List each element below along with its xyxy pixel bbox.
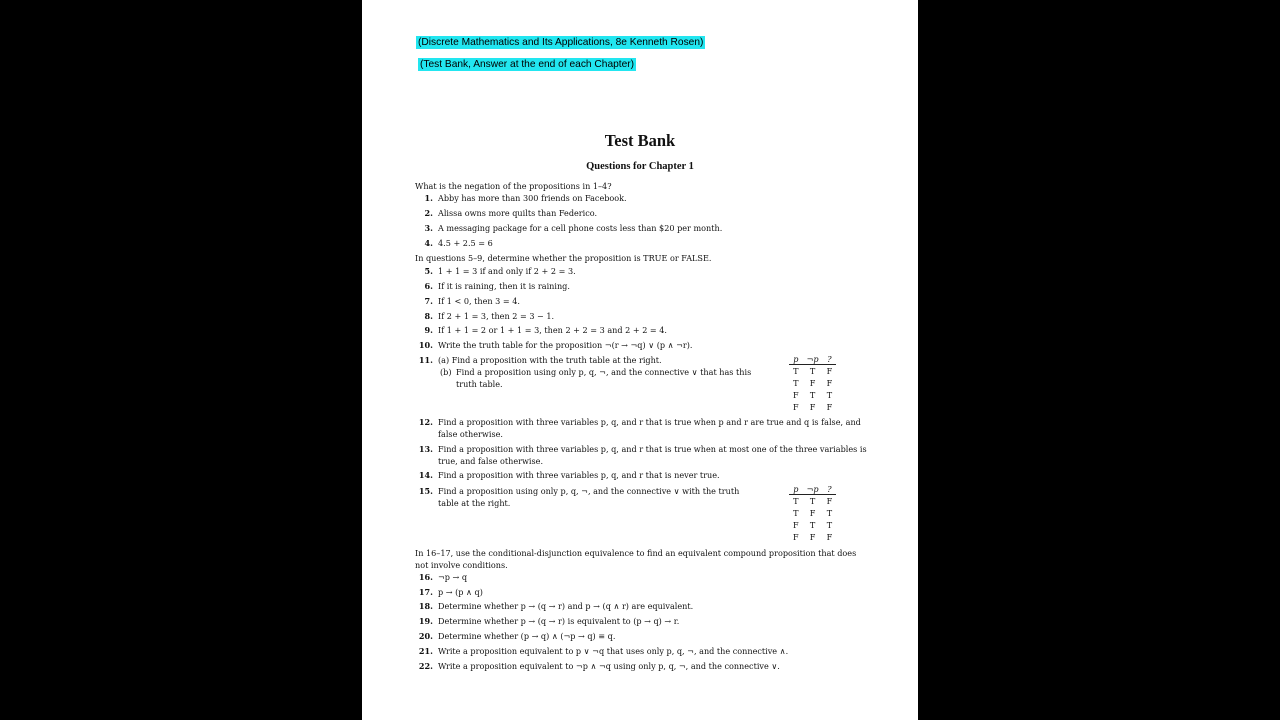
truth-table-cell: T bbox=[809, 496, 816, 506]
truth-table-cell: T bbox=[793, 508, 799, 518]
question-number: 11. bbox=[418, 355, 433, 365]
truth-table-cell: T bbox=[826, 508, 833, 518]
truth-table-cell: F bbox=[826, 366, 833, 376]
intro-text: In 16–17, use the conditional-disjunction equivalence to find an equivalent compound proposition that does not involve conditions. bbox=[415, 548, 857, 570]
question-number: 22. bbox=[418, 661, 433, 671]
truth-table-header: p bbox=[789, 484, 803, 495]
truth-table-cell: T bbox=[809, 390, 816, 400]
question-number: 20. bbox=[418, 631, 433, 641]
truth-table-row bbox=[789, 389, 836, 401]
question-text: Write a proposition equivalent to ¬p ∧ ¬q using only p, q, ¬, and the connective ∨. bbox=[438, 661, 780, 671]
truth-table-cell: F bbox=[793, 390, 799, 400]
truth-table-cell: T bbox=[826, 520, 833, 530]
page-subtitle: Questions for Chapter 1 bbox=[586, 161, 694, 172]
truth-table-cell: T bbox=[793, 366, 799, 376]
page-title: Test Bank bbox=[604, 131, 676, 150]
question-11-part-b: Find a proposition using only p, q, ¬, and the connective ∨ that has this truth table. bbox=[456, 367, 752, 389]
question-text: p → (p ∧ q) bbox=[438, 587, 483, 597]
question-number: 17. bbox=[418, 587, 433, 597]
question-number: 1. bbox=[424, 193, 433, 203]
question-text: Find a proposition with three variables p, q, and r that is never true. bbox=[438, 470, 720, 480]
truth-table-header: ? bbox=[823, 484, 837, 495]
truth-table-cell: T bbox=[809, 366, 816, 376]
question-number: 21. bbox=[418, 646, 433, 656]
question-number: 19. bbox=[418, 616, 433, 626]
truth-table-cell: T bbox=[809, 520, 816, 530]
question-15 bbox=[415, 485, 758, 509]
intro-true-false: In questions 5–9, determine whether the proposition is TRUE or FALSE. bbox=[415, 253, 712, 263]
question-text: If 1 + 1 = 2 or 1 + 1 = 3, then 2 + 2 = 3 and 2 + 2 = 4. bbox=[438, 325, 667, 335]
truth-table-cell: F bbox=[809, 378, 816, 388]
question-11-part-b-label: (b) bbox=[440, 367, 452, 377]
question-part-a: (a) Find a proposition with the truth table at the right. bbox=[438, 355, 662, 365]
question-text: If 1 < 0, then 3 = 4. bbox=[438, 296, 520, 306]
question-13 bbox=[415, 443, 868, 467]
question-number: 18. bbox=[418, 601, 433, 611]
question-number: 3. bbox=[424, 223, 433, 233]
truth-table-cell: F bbox=[809, 532, 816, 542]
truth-table-header: ? bbox=[823, 354, 837, 365]
truth-table-cell: F bbox=[793, 532, 799, 542]
question-number: 4. bbox=[424, 238, 433, 248]
truth-table-header: p bbox=[789, 354, 803, 365]
question-text: 4.5 + 2.5 = 6 bbox=[438, 238, 493, 248]
question-number: 12. bbox=[418, 417, 433, 427]
truth-table-cell: F bbox=[826, 402, 833, 412]
truth-table-cell: T bbox=[826, 390, 833, 400]
question-text: A messaging package for a cell phone costs less than $20 per month. bbox=[438, 223, 723, 233]
truth-table-row bbox=[789, 507, 836, 519]
question-text: Abby has more than 300 friends on Facebook. bbox=[438, 193, 627, 203]
question-number: 10. bbox=[418, 340, 433, 350]
question-number: 13. bbox=[418, 444, 433, 454]
truth-table-cell: F bbox=[809, 508, 816, 518]
truth-table-cell: F bbox=[826, 532, 833, 542]
truth-table-cell: F bbox=[793, 402, 799, 412]
question-number: 7. bbox=[424, 296, 433, 306]
question-text: Determine whether p → (q → r) and p → (q ∧ r) are equivalent. bbox=[438, 601, 694, 611]
question-text: Write the truth table for the proposition ¬(r → ¬q) ∨ (p ∧ ¬r). bbox=[438, 340, 693, 350]
question-text: If it is raining, then it is raining. bbox=[438, 281, 570, 291]
truth-table-row bbox=[789, 401, 836, 413]
intro-negation: What is the negation of the propositions in 1–4? bbox=[415, 181, 612, 191]
truth-table-row bbox=[789, 377, 836, 389]
question-number: 15. bbox=[418, 486, 433, 496]
question-number: 14. bbox=[418, 470, 433, 480]
question-number: 8. bbox=[424, 311, 433, 321]
truth-table-cell: F bbox=[793, 520, 799, 530]
truth-table-cell: F bbox=[826, 496, 833, 506]
question-12 bbox=[415, 416, 868, 440]
question-text: 1 + 1 = 3 if and only if 2 + 2 = 3. bbox=[438, 266, 576, 276]
question-number: 6. bbox=[424, 281, 433, 291]
intro-conditional-disjunction bbox=[415, 547, 868, 571]
highlighted-test-bank-note: (Test Bank, Answer at the end of each Chapter) bbox=[420, 59, 635, 70]
document-page bbox=[362, 0, 918, 720]
question-text: Determine whether p → (q → r) is equivalent to (p → q) → r. bbox=[438, 616, 680, 626]
truth-table-q15 bbox=[789, 484, 836, 543]
question-number: 5. bbox=[424, 266, 433, 276]
truth-table-cell: F bbox=[826, 378, 833, 388]
truth-table-row bbox=[789, 531, 836, 543]
question-text: Write a proposition equivalent to p ∨ ¬q that uses only p, q, ¬, and the connective ∧. bbox=[438, 646, 789, 656]
question-text: Find a proposition using only p, q, ¬, and the connective ∨ with the truth table at the right. bbox=[438, 486, 740, 508]
highlighted-source-note: (Discrete Mathematics and Its Applications, 8e Kenneth Rosen) bbox=[418, 37, 704, 48]
question-text: Find a proposition with three variables p, q, and r that is true when p and r are true and q is false, and false otherwise. bbox=[438, 417, 861, 439]
question-number: 2. bbox=[424, 208, 433, 218]
truth-table-cell: F bbox=[809, 402, 816, 412]
truth-table-q11 bbox=[789, 354, 836, 413]
truth-table-header: ¬p bbox=[803, 484, 823, 495]
truth-table-cell: T bbox=[793, 378, 799, 388]
question-text: Alissa owns more quilts than Federico. bbox=[438, 208, 598, 218]
question-number: 9. bbox=[424, 325, 433, 335]
question-text: Find a proposition with three variables p, q, and r that is true when at most one of the three variables is true, and false otherwise. bbox=[438, 444, 867, 466]
truth-table-header: ¬p bbox=[803, 354, 823, 365]
question-number: 16. bbox=[418, 572, 433, 582]
truth-table-cell: T bbox=[793, 496, 799, 506]
question-text: Determine whether (p → q) ∧ (¬p → q) ≡ q. bbox=[438, 631, 616, 641]
truth-table-row bbox=[789, 495, 836, 508]
question-text: If 2 + 1 = 3, then 2 = 3 − 1. bbox=[438, 311, 555, 321]
truth-table-row bbox=[789, 365, 836, 378]
truth-table-row bbox=[789, 519, 836, 531]
question-text: ¬p → q bbox=[438, 572, 468, 582]
